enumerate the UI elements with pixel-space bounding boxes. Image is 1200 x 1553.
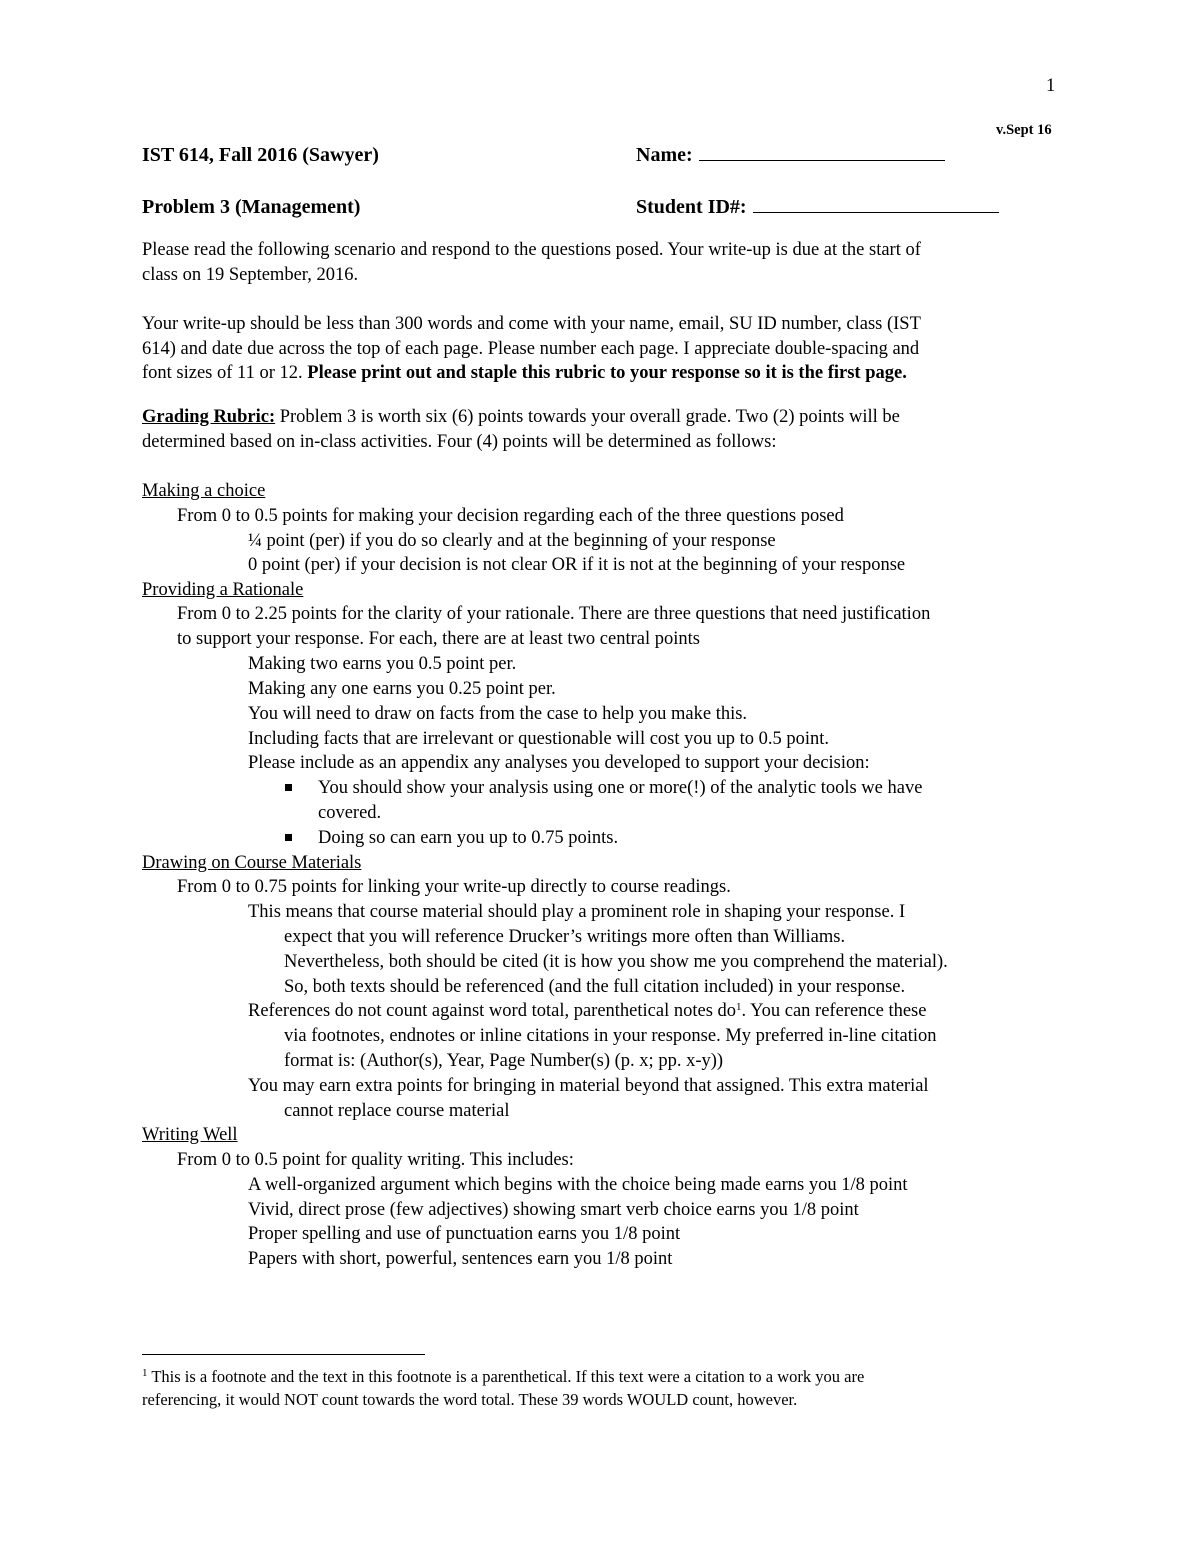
references-text: References do not count against word total, parenthetical notes do <box>248 1001 737 1021</box>
section-heading-writing-well: Writing Well <box>142 1125 238 1145</box>
name-blank-line <box>699 146 945 161</box>
name-field <box>636 144 945 167</box>
rubric-line: to support your response. For each, there are at least two central points <box>177 629 700 649</box>
course-title: IST 614, Fall 2016 (Sawyer) <box>142 144 379 166</box>
rubric-line: format is: (Author(s), Year, Page Number(s) (p. x; pp. x-y)) <box>284 1051 724 1071</box>
footnote-number: 1 <box>142 1367 148 1379</box>
rubric-line: You may earn extra points for bringing in material beyond that assigned. This extra material <box>248 1076 929 1096</box>
rubric-line: Including facts that are irrelevant or questionable will cost you up to 0.5 point. <box>248 729 830 749</box>
footnote-line <box>142 1366 864 1388</box>
rubric-line: A well-organized argument which begins with the choice being made earns you 1/8 point <box>248 1175 908 1195</box>
student-id-blank-line <box>753 198 999 213</box>
rubric-line: expect that you will reference Drucker’s writings more often than Williams. <box>284 927 846 947</box>
square-bullet-icon <box>285 834 292 841</box>
rubric-line: Vivid, direct prose (few adjectives) showing smart verb choice earns you 1/8 point <box>248 1200 859 1220</box>
rubric-intro <box>142 405 900 430</box>
rubric-line: 0 point (per) if your decision is not clear OR if it is not at the beginning of your response <box>248 555 906 575</box>
rubric-line: From 0 to 0.5 point for quality writing. This includes: <box>177 1150 574 1170</box>
footnote-marker[interactable]: 1 <box>736 1001 742 1013</box>
rubric-text: determined based on in-class activities. Four (4) points will be determined as follows: <box>142 432 777 452</box>
staple-instruction: Please print out and staple this rubric to your response so it is the first page. <box>307 363 907 383</box>
footnote-text: This is a footnote and the text in this footnote is a parenthetical. If this text were a citation to a work you are <box>151 1367 865 1386</box>
rubric-line: Making two earns you 0.5 point per. <box>248 654 517 674</box>
intro-line: Your write-up should be less than 300 words and come with your name, email, SU ID number, class (IST <box>142 314 921 334</box>
rubric-line: From 0 to 2.25 points for the clarity of your rationale. There are three questions that need justification <box>177 604 931 624</box>
rubric-line: via footnotes, endnotes or inline citations in your response. My preferred in-line citation <box>284 1026 937 1046</box>
rubric-line: Nevertheless, both should be cited (it is how you show me you comprehend the material). <box>284 952 948 972</box>
student-id-label: Student ID#: <box>636 196 747 218</box>
rubric-line: From 0 to 0.75 points for linking your write-up directly to course readings. <box>177 877 731 897</box>
student-id-field <box>636 196 999 219</box>
problem-title: Problem 3 (Management) <box>142 196 361 218</box>
footnote-separator <box>142 1354 425 1355</box>
square-bullet-icon <box>285 784 292 791</box>
name-label: Name: <box>636 144 693 166</box>
rubric-line: Proper spelling and use of punctuation earns you 1/8 point <box>248 1224 681 1244</box>
rubric-line <box>248 999 926 1024</box>
section-heading-rationale: Providing a Rationale <box>142 580 304 600</box>
bullet-text: covered. <box>318 803 382 823</box>
bullet-text: You should show your analysis using one or more(!) of the analytic tools we have <box>318 778 923 798</box>
footnote-line: referencing, it would NOT count towards the word total. These 39 words WOULD count, however. <box>142 1390 798 1409</box>
rubric-line: You will need to draw on facts from the case to help you make this. <box>248 704 748 724</box>
page-number: 1 <box>1046 76 1056 96</box>
rubric-line: This means that course material should play a prominent role in shaping your response. I <box>248 902 906 922</box>
intro-line: 614) and date due across the top of each page. Please number each page. I appreciate double-spacing and <box>142 339 920 359</box>
rubric-line: From 0 to 0.5 points for making your decision regarding each of the three questions posed <box>177 506 844 526</box>
rubric-line: ¼ point (per) if you do so clearly and at the beginning of your response <box>248 531 776 551</box>
rubric-line: Making any one earns you 0.25 point per. <box>248 679 556 699</box>
rubric-text: Problem 3 is worth six (6) points towards your overall grade. Two (2) points will be <box>279 407 900 427</box>
font-size-note: font sizes of 11 or 12. <box>142 363 303 383</box>
version-label: v.Sept 16 <box>996 122 1052 138</box>
rubric-line: So, both texts should be referenced (and the full citation included) in your response. <box>284 977 906 997</box>
intro-line <box>142 361 907 386</box>
rubric-line: Papers with short, powerful, sentences earn you 1/8 point <box>248 1249 673 1269</box>
intro-line: class on 19 September, 2016. <box>142 265 359 285</box>
section-heading-course-materials: Drawing on Course Materials <box>142 853 362 873</box>
intro-line: Please read the following scenario and respond to the questions posed. Your write-up is due at the start of <box>142 240 921 260</box>
section-heading-making-choice: Making a choice <box>142 481 266 501</box>
bullet-text: Doing so can earn you up to 0.75 points. <box>318 828 619 848</box>
rubric-line: cannot replace course material <box>284 1101 510 1121</box>
rubric-line: Please include as an appendix any analyses you developed to support your decision: <box>248 753 870 773</box>
references-text: . You can reference these <box>741 1001 927 1021</box>
rubric-label: Grading Rubric: <box>142 407 276 427</box>
